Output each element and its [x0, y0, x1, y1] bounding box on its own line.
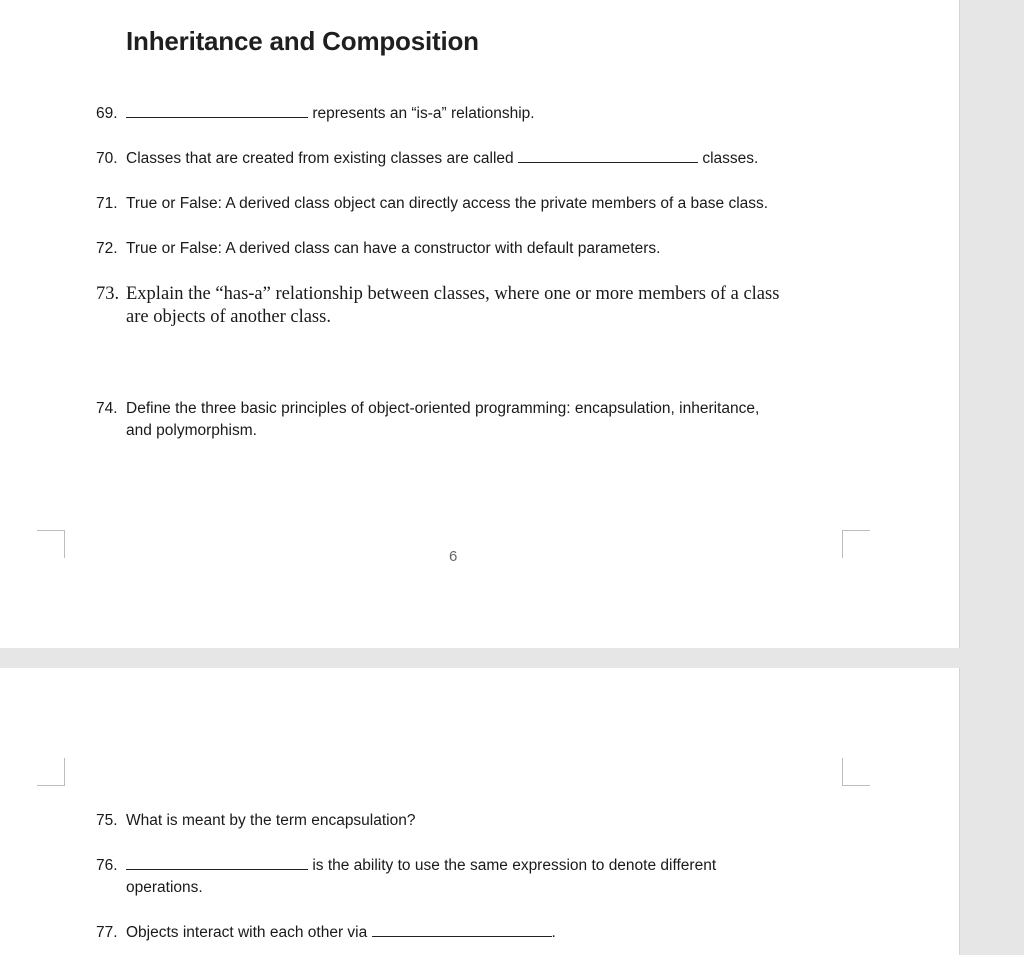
- question-number: 77.: [96, 924, 118, 941]
- question-number: 74.: [96, 400, 118, 417]
- question-75: [96, 810, 415, 832]
- crop-mark-bottom-left: [37, 530, 65, 558]
- answer-blank: [126, 855, 308, 870]
- answer-blank: [518, 148, 698, 163]
- question-76: [96, 855, 717, 896]
- question-text-line-2: are objects of another class.: [126, 307, 331, 327]
- question-number: 71.: [96, 195, 118, 212]
- question-text-line-1: Explain the “has-a” relationship between classes, where one or more members of a class: [126, 284, 780, 304]
- question-text-line-1: is the ability to use the same expression to denote different: [312, 857, 717, 874]
- question-71: [96, 193, 768, 215]
- question-text: True or False: A derived class can have a constructor with default parameters.: [126, 240, 661, 257]
- question-72: [96, 238, 660, 260]
- question-text: represents an “is-a” relationship.: [312, 105, 535, 122]
- question-74: [96, 398, 760, 439]
- question-text-line-2: and polymorphism.: [126, 422, 257, 439]
- question-number: 75.: [96, 812, 118, 829]
- question-text: Classes that are created from existing classes are called: [126, 150, 514, 167]
- question-number: 76.: [96, 857, 118, 874]
- crop-mark-bottom-right: [842, 530, 870, 558]
- question-69: [96, 103, 535, 125]
- answer-blank: [372, 922, 552, 937]
- question-73: [96, 283, 780, 327]
- question-text: What is meant by the term encapsulation?: [126, 812, 416, 829]
- crop-mark-top-left: [37, 758, 65, 786]
- question-number: 70.: [96, 150, 118, 167]
- page-number: 6: [449, 548, 458, 565]
- page-title: Inheritance and Composition: [126, 26, 479, 56]
- crop-mark-top-right: [842, 758, 870, 786]
- question-text: .: [551, 924, 556, 941]
- question-text-line-1: Define the three basic principles of object-oriented programming: encapsulation, inheritance,: [126, 400, 760, 417]
- question-text-line-2: operations.: [126, 879, 203, 896]
- question-70: [96, 148, 758, 170]
- question-text: Objects interact with each other via: [126, 924, 368, 941]
- answer-blank: [126, 103, 308, 118]
- question-text: classes.: [702, 150, 759, 167]
- question-text: True or False: A derived class object can directly access the private members of a base class.: [126, 195, 769, 212]
- question-77: [96, 922, 556, 944]
- question-number: 72.: [96, 240, 118, 257]
- question-number: 69.: [96, 105, 118, 122]
- question-number: 73.: [96, 284, 120, 304]
